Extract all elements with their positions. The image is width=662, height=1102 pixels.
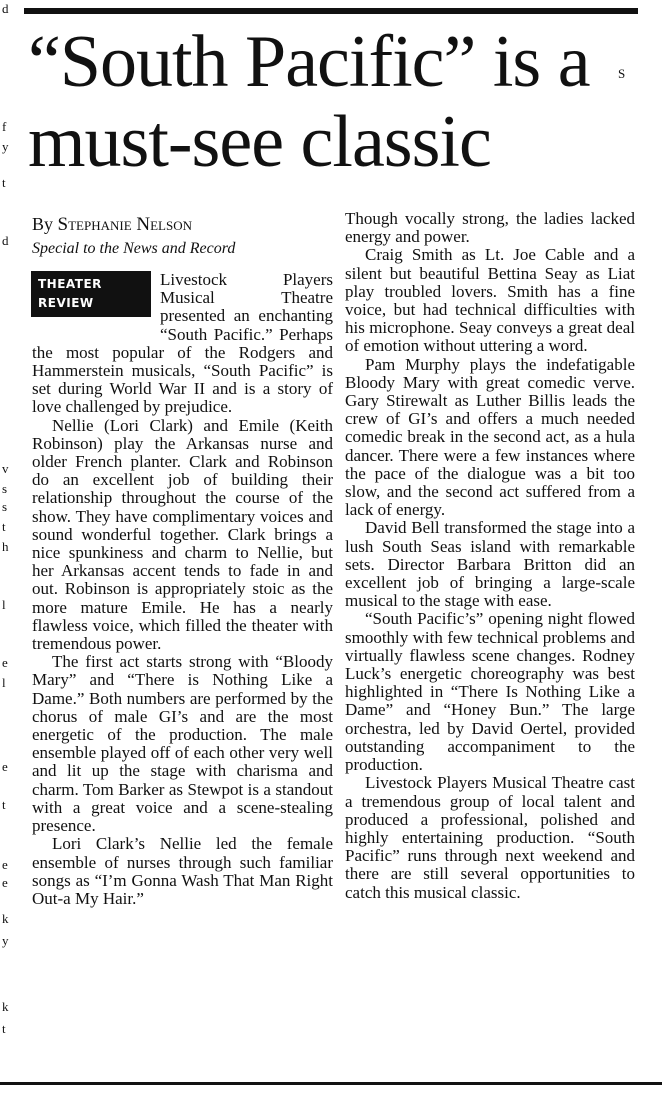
- margin-fragment: t: [2, 797, 6, 812]
- margin-fragment: e: [2, 655, 8, 670]
- paragraph: Pam Murphy plays the indefatigable Bloody Mary with great comedic verve. Gary Stirewalt as Luther Billis leads the crew of GI’s and offers a much needed comedic break in the second act, as a hula dancer. There were a few instances where the pace of the dialogue was a bit too slow, and the second act suffered from a lack of energy.: [345, 354, 635, 520]
- margin-fragment: y: [2, 933, 9, 948]
- headline: “South Pacific” is a must-see classic: [28, 21, 590, 183]
- margin-fragment: e: [2, 857, 8, 872]
- byline-prefix: By: [32, 214, 54, 234]
- left-margin-fragments: [2, 0, 12, 1082]
- margin-fragment: e: [2, 759, 8, 774]
- byline: [32, 214, 192, 236]
- margin-fragment: l: [2, 597, 6, 612]
- margin-fragment: e: [2, 875, 8, 890]
- bottom-rule: [0, 1082, 662, 1085]
- paragraph: “South Pacific’s” opening night flowed smoothly with few technical problems and virtually flawless scene changes. Rodney Luck’s energetic choreography was best highlighted in “There Is Nothing Like a Dame” and “Honey Bun.” The large orchestra, led by David Oertel, provided outstanding accompaniment to the production.: [345, 609, 635, 775]
- badge-line-2: REVIEW: [38, 296, 94, 310]
- top-rule: [24, 8, 638, 14]
- margin-fragment: d: [2, 233, 9, 248]
- margin-fragment: h: [2, 539, 9, 554]
- margin-fragment: t: [2, 175, 6, 190]
- paragraph: Though vocally strong, the ladies lacked energy and power.: [345, 209, 635, 247]
- paragraph: Nellie (Lori Clark) and Emile (Keith Robinson) play the Arkansas nurse and older French planter. Clark and Robinson do an excellent job of building their relationship throughout the course of the show. They have complimentary voices and sound wonderful together. Clark brings a nice spunkiness and charm to Nellie, but her Arkansas accent tends to fade in and out. Robinson is appropriately stoic as the more mature Emile. He has a nearly flawless voice, which filled the theater with tremendous power.: [32, 415, 333, 654]
- badge-line-1: THEATER: [38, 277, 102, 291]
- article-column-left: [32, 271, 333, 908]
- paragraph: Livestock Players Musical Theatre presented an enchanting “South Pacific.” Perhaps the most popular of the Rodgers and Hammerstein musicals, “South Pacific” is set during World War II and is a story of love challenged by prejudice.: [32, 270, 333, 417]
- margin-fragment: s: [2, 481, 8, 496]
- margin-fragment: s: [2, 499, 8, 514]
- margin-fragment: v: [2, 461, 9, 476]
- margin-fragment: k: [2, 911, 9, 926]
- paragraph: Craig Smith as Lt. Joe Cable and a silent but beautiful Bettina Seay as Liat play troubled lovers. Smith has a fine voice, but had technical difficulties with his microphone. Seay conveys a great deal of emotion without uttering a word.: [345, 245, 635, 356]
- article-column-right: [345, 210, 635, 902]
- byline-author: Stephanie Nelson: [57, 214, 192, 235]
- paragraph: The first act starts strong with “Bloody Mary” and “There is Nothing Like a Dame.” Both numbers are performed by the chorus of male GI’s and are the most energetic of the production. The male ensemble played off of each other very well and lit up the stage with charisma and charm. Tom Barker as Stewpot is a standout with a great voice and a scene-stealing presence.: [32, 652, 333, 836]
- paragraph: Lori Clark’s Nellie led the female ensemble of nurses through such familiar songs as “I’m Gonna Wash That Man Right Out-a My Hair.”: [32, 834, 333, 908]
- byline-credit: Special to the News and Record: [32, 240, 236, 257]
- margin-fragment: f: [2, 119, 7, 134]
- margin-fragment: t: [2, 519, 6, 534]
- paragraph: David Bell transformed the stage into a lush South Seas island with remarkable sets. Director Barbara Britton did an excellent job of bringing a large-scale musical to the stage with ease.: [345, 518, 635, 611]
- paragraph: Livestock Players Musical Theatre cast a tremendous group of local talent and produced a professional, polished and highly entertaining production. “South Pacific” runs through next weekend and there are still several opportunities to catch this musical classic.: [345, 773, 635, 902]
- margin-fragment: l: [2, 675, 6, 690]
- right-margin-fragment: S: [618, 66, 626, 81]
- margin-fragment: k: [2, 999, 9, 1014]
- badge-wrap-spacer: [32, 271, 160, 331]
- margin-fragment: d: [2, 1, 9, 16]
- margin-fragment: y: [2, 139, 9, 154]
- margin-fragment: t: [2, 1021, 6, 1036]
